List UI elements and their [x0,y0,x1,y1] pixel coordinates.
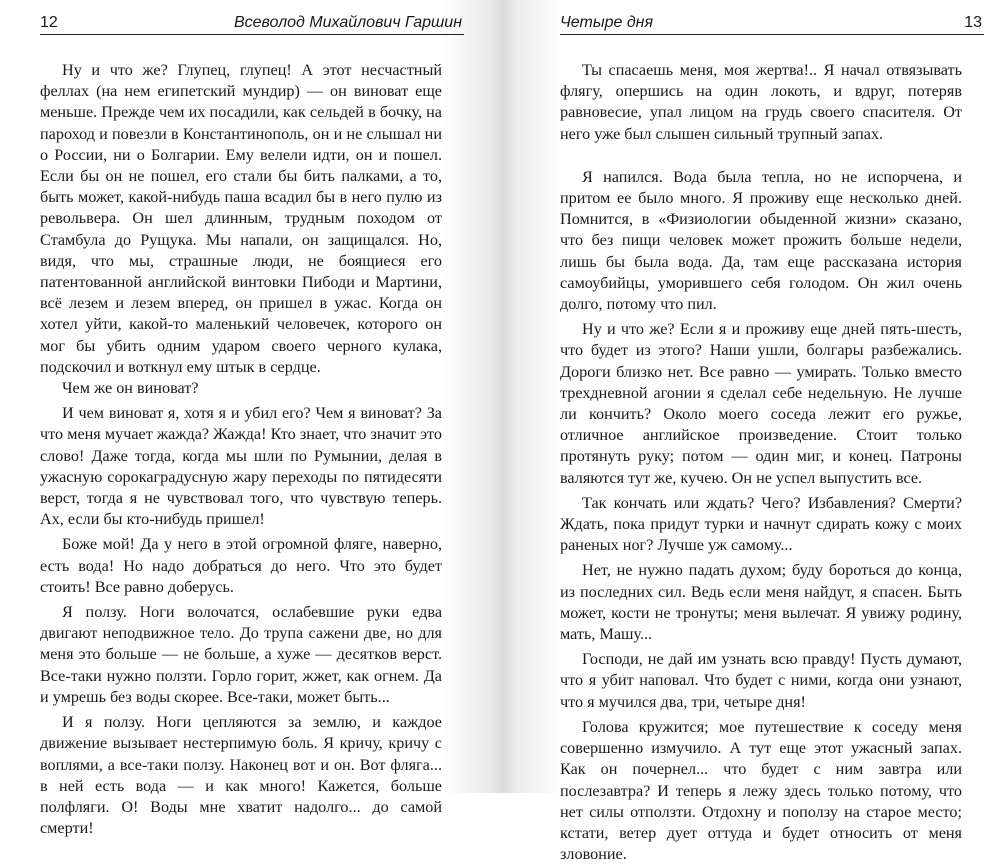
paragraph: Ну и что же? Если я и проживу еще дней пять-шесть, что будет из этого? Наши ушли, болгары разбежались. Дороги близко нет. Все равно — умирать. Только вместо трехдневной агонии я сделал себе недельную. Не лучше ли кончить? Около моего соседа лежит его ружье, отличное английское произведение. Стоит только протянуть руку; потом — один миг, и конец. Патроны валяются тут же, кучею. Он не успел выпустить все. [560,320,962,487]
page-number: 13 [964,14,982,31]
paragraph: Я напился. Вода была тепла, но не испорчена, и притом ее было много. Я проживу еще несколько дней. Помнится, в «Физиологии обыденной жизни» сказано, что без пищи человек может прожить больше недели, лишь бы была вода. Да, там еще рассказана история самоубийцы, уморившего себя голодом. Он жил очень долго, потому что пил. [560,167,962,314]
paragraph: И я ползу. Ноги цепляются за землю, и каждое движение вызывает нестерпимую боль. Я кричу, кричу с воплями, а все-таки ползу. Наконец вот и он. Вот фляга... в ней есть вода — и как много! Кажется, больше полфляги. О! Воды мне хватит надолго... до самой смерти! [40,713,442,838]
paragraph: Боже мой! Да у него в этой огромной фляге, наверно, есть вода! Но надо добраться до него. Что это будет стоить! Все равно доберусь. [40,535,442,596]
paragraph: Нет, не нужно падать духом; буду бороться до конца, из последних сил. Ведь если меня найдут, я спасен. Быть может, кости не тронуты; меня вылечат. Я увижу родину, мать, Машу... [560,561,962,644]
paragraph: Я ползу. Ноги волочатся, ослабевшие руки едва двигают неподвижное тело. До трупа сажени две, но для меня это больше — не больше, а хуже — десятков верст. Все-таки нужно ползти. Горло горит, жжет, как огнем. Да и умрешь без воды скорее. Все-таки, может быть... [40,603,442,706]
left-running-head [40,12,464,35]
left-page [0,0,502,838]
author-header: Всеволод Михайлович Гаршин [233,14,462,31]
page-number: 12 [40,14,58,31]
right-page [502,0,1004,864]
paragraph: Ты спасаешь меня, моя жертва!.. Я начал отвязывать флягу, опершись на один локоть, и вдруг, потеряв равновесие, упал лицом на грудь своего спасителя. От него уже был слышен сильный трупный запах. [560,61,962,143]
paragraph: Ну и что же? Глупец, глупец! А этот несчастный феллах (на нем египетский мундир) — он виноват еще меньше. Прежде чем их посадили, как сельдей в бочку, на пароход и повезли в Константинополь, он и не слышал ни о России, ни о Болгарии. Ему велели идти, он и пошел. Если бы он не пошел, его стали бы бить палками, а то, быть может, какой-нибудь паша всадил бы в него пулю из револьвера. Он шел длинным, трудным походом от Стамбула до Рущука. Мы напали, он защищался. Но, видя, что мы, страшные люди, не боящиеся его патентованной английской винтовки Пибоди и Мартини, всё лезем и лезем вперед, он пришел в ужас. Когда он хотел уйти, какой-то маленький человечек, которого он мог бы убить одним ударом своего черного кулака, подскочил и воткнул ему штык в сердце. [40,61,442,376]
paragraph: И чем виноват я, хотя я и убил его? Чем я виноват? За что меня мучает жажда? Жажда! Кто знает, что значит это слово! Даже тогда, когда мы шли по Румынии, делая в ужасную сорокаградусную жару переходы по пятидесяти верст, тогда я не чувствовал того, что чувствую теперь. Ах, если бы кто-нибудь пришел! [40,404,442,529]
paragraph: Господи, не дай им узнать всю правду! Пусть думают, что я убит наповал. Что будет с ними, когда они узнают, что я мучился два, три, четыре дня! [560,650,962,711]
paragraph: Чем же он виноват? [62,379,199,398]
right-page-text [560,60,962,865]
paragraph: Так кончать или ждать? Чего? Избавления? Смерти? Ждать, пока придут турки и начнут сдирать кожу с моих раненых ног? Лучше уж самому... [560,493,962,555]
paragraph: Голова кружится; мое путешествие к соседу меня совершенно измучило. А тут еще этот ужасный запах. Как он почернел... что будет с ним завтра или послезавтра? И теперь я лежу здесь только потому, что нет силы отползти. Отдохну и поползу на старое место; кстати, ветер дует оттуда и будет относить от меня зловоние. [560,717,962,864]
chapter-header: Четыре дня [560,14,654,31]
left-page-text [40,60,442,839]
right-running-head [560,12,984,35]
